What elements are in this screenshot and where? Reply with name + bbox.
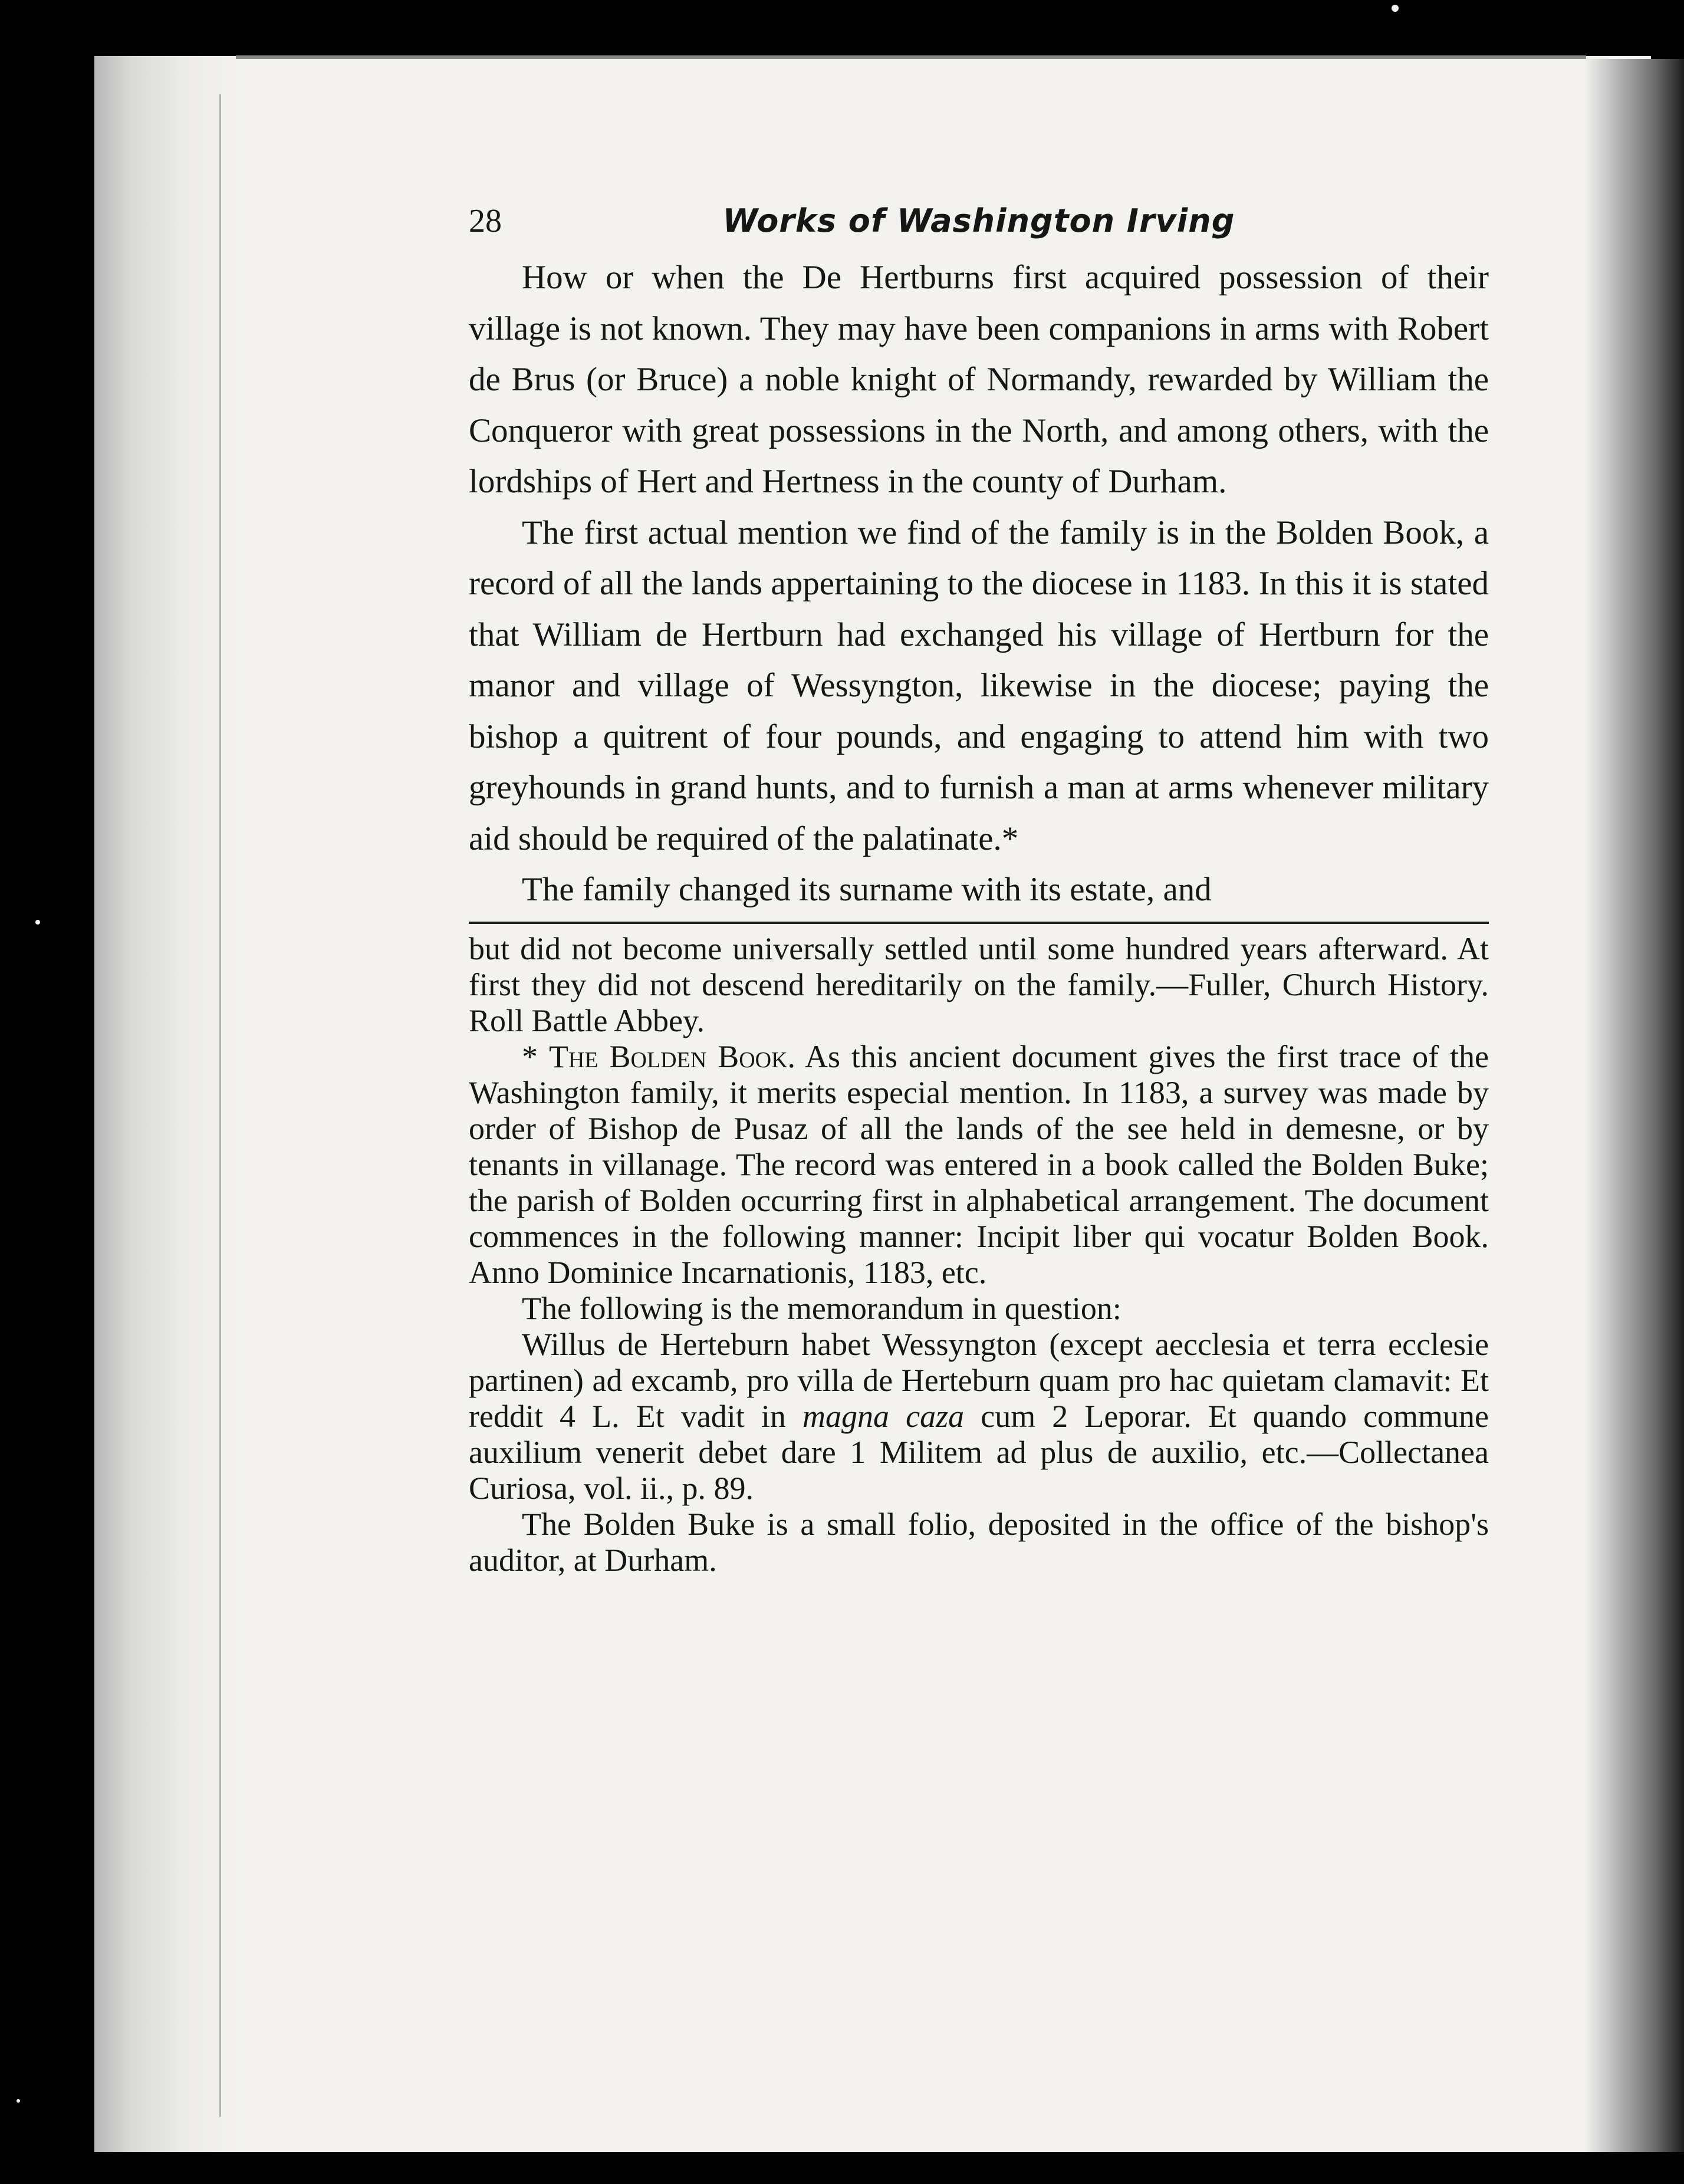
paragraph: The first actual mention we find of the family is in the Bolden Book, a record of all the lands appertaining to the diocese in 1183. In this it is stated that William de Hertburn had exchanged his village of Hertburn for the manor and village of Wessyngton, likewise in the diocese; paying the bishop a quitrent of four pounds, and engaging to attend him with two greyhounds in grand hunts, and to furnish a man at arms whenever military aid should be required of the palatinate.* bbox=[469, 514, 1489, 857]
page-text-block bbox=[469, 200, 1489, 1578]
dust-speck bbox=[17, 2099, 20, 2103]
footnote-continuation: but did not become universally settled until some hundred years afterward. At first they did not descend hereditarily on the family.—Fuller, Church History. Roll Battle Abbey. bbox=[469, 930, 1489, 1038]
dust-speck bbox=[35, 920, 40, 925]
book-title: Works of Washington Irving bbox=[722, 202, 1235, 239]
page-top-edge bbox=[236, 55, 1586, 59]
footnotes bbox=[469, 931, 1489, 1578]
page-edge-shadow bbox=[1586, 59, 1684, 2152]
latin-text: Willus de Herteburn habet Wessyngton (except aecclesia et terra ecclesie partinen) ad excamb, pro villa de Herteburn quam pro hac quietam clamavit: Et reddit 4 L. Et vadit in bbox=[469, 1326, 1489, 1434]
latin-text: cum 2 Leporar. Et quando commune auxilium venerit debet dare 1 Militem ad plus de auxilio, etc.—Collectanea Curiosa, vol. ii., p. 89. bbox=[469, 1398, 1489, 1506]
paragraph: How or when the De Hertburns first acquired possession of their village is not known. They may have been companions in arms with Robert de Brus (or Bruce) a noble knight of Normandy, rewarded by William the Conqueror with great possessions in the North, and among others, with the lordships of Hert and Hertness in the county of Durham. bbox=[469, 259, 1489, 500]
gutter-line bbox=[219, 94, 221, 2117]
footnote-divider bbox=[469, 922, 1489, 924]
footnote-latin-memorandum bbox=[469, 1327, 1489, 1507]
footnote-heading: The Bolden Book. bbox=[548, 1038, 796, 1074]
footnote-marker: * bbox=[522, 1038, 549, 1074]
footnote-text: As this ancient document gives the first trace of the Washington family, it merits especial mention. In 1183, a survey was made by order of Bishop de Pusaz of all the lands of the see held in demesne, or by tenants in villanage. The record was entered in a book called the Bolden Buke; the parish of Bolden occurring first in alphabetical arrangement. The document commences in the following manner: Incipit liber qui vocatur Bolden Book. Anno Dominice Incarnationis, 1183, etc. bbox=[469, 1038, 1489, 1290]
footnote-memorandum-intro: The following is the memorandum in question: bbox=[522, 1290, 1121, 1326]
footnote-closing: The Bolden Buke is a small folio, deposited in the office of the bishop's auditor, at Durham. bbox=[469, 1506, 1489, 1578]
page-number: 28 bbox=[469, 203, 502, 239]
running-head bbox=[469, 200, 1489, 248]
latin-italic: magna caza bbox=[802, 1398, 965, 1434]
footnote-bolden-book bbox=[469, 1039, 1489, 1291]
body-text bbox=[469, 252, 1489, 916]
paragraph: The family changed its surname with its estate, and bbox=[522, 871, 1212, 908]
dust-speck bbox=[1392, 5, 1399, 12]
